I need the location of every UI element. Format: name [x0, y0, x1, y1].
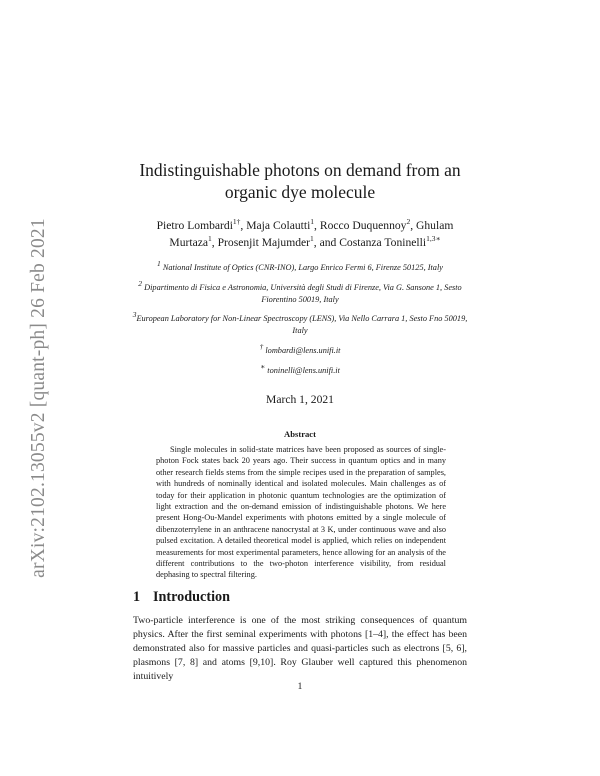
author-list: Pietro Lombardi$^{1\dagger}$, Maja Colautti$^1$, Rocco Duquennoy$^2$, Ghulam Murtaza$^1$, Prosenjit Majumder$^1$, and Costanza Toninelli$^{1,3∗}$	[156, 217, 454, 249]
publication-date: March 1, 2021	[266, 393, 334, 406]
arxiv-stamp	[28, 198, 49, 598]
paper-title: Indistinguishable photons on demand from an organic dye molecule	[139, 160, 461, 202]
section-heading	[133, 589, 230, 606]
section-number: 1	[133, 589, 141, 605]
author: Prosenjit Majumder$^1$	[217, 234, 314, 249]
affiliation: $^2$ Dipartimento di Fisica e Astronomia, Università degli Studi di Firenze, Via G. Sansone 1, Sesto Fiorentino 50019, Italy	[138, 279, 462, 304]
section-body: Two-particle interference is one of the most striking consequences of quantum physics. After the first seminal experiments with photons [1–4], the effect has been demonstrated also for massive particles and quasi-particles such as electrons [5, 6], plasmons [7, 8] and atoms [9,10]. Roy Glauber well captured this phenomenon intuitively	[133, 615, 467, 682]
affiliation: $^3$European Laboratory for Non-Linear Spectroscopy (LENS), Via Nello Carrara 1, Sesto Fno 50019, Italy	[132, 310, 468, 335]
arxiv-identifier: arXiv:2102.13055v2 [quant-ph] 26 Feb 2021	[28, 218, 49, 578]
author: Pietro Lombardi$^{1\dagger}$	[156, 217, 241, 232]
email-address[interactable]: ∗ toninelli@lens.unifi.it	[260, 362, 340, 375]
abstract-text: Single molecules in solid-state matrices have been proposed as sources of single-photon Fock states back 20 years ago. Their success in quantum optics and in many other research fields stems from the simple recipes used in the preparation of samples, with hundreds of nominally identical and isolated molecules. Main challenges as of today for their application in photonic quantum technologies are the optimization of light extraction and the on-demand emission of indistinguishable photons. We here present Hong-Ou-Mandel experiments with photons emitted by a single molecule of dibenzoterrylene in an anthracene nanocrystal at 3 K, under continuous wave and also pulsed excitation. A detailed theoretical model is applied, which relies on independent measurements for most experimental parameters, hence allowing for an analysis of the different contributions to the two-photon interference visibility, from residual dephasing to spectral filtering.	[156, 445, 446, 580]
affiliation: $^1$ National Institute of Optics (CNR-INO), Largo Enrico Fermi 6, Firenze 50125, Italy	[157, 259, 443, 272]
abstract-heading: Abstract	[284, 429, 316, 439]
section-title: Introduction	[153, 589, 230, 605]
author: Maja Colautti$^1$	[246, 217, 315, 232]
email-address[interactable]: † lombardi@lens.unifi.it	[259, 342, 341, 355]
author: Costanza Toninelli$^{1,3∗}$	[339, 234, 441, 249]
author: Ghulam Murtaza$^1$	[169, 219, 454, 249]
page-number: 1	[297, 681, 303, 692]
author: Rocco Duquennoy$^2$	[319, 217, 411, 232]
